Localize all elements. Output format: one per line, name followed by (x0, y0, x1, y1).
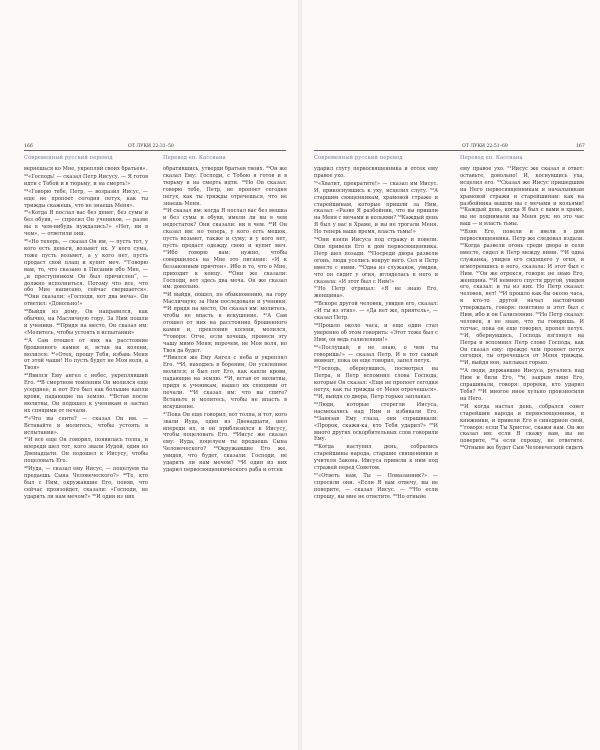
verse-paragraph: ⁴³Явился Ему ангел с небес, укреплявший Его. ⁴⁴В смертном томлении Он молился еще усерднее, и пот Его был как большие капли крови, падающие на землю. ⁴⁵Встав после молитвы, Он подошел к ученикам и застал их спящими от печали. (24, 373, 148, 414)
modern-paragraphs-left (24, 166, 148, 501)
kassian-paragraphs-left (163, 166, 287, 474)
verse-paragraph: ⁴³Явился же Ему Ангел с неба и укреплял Его. ⁴⁴И, находясь в борении, Он усиленнее молился; и был пот Его, как капли крови, падающие на землю. ⁴⁵И, встав от молитвы, придя к ученикам, нашел их спящими от печали. ⁴⁶И сказал им: что вы спите? Встаньте и молитесь, чтобы не впасть в искушение. (163, 355, 287, 410)
verse-paragraph: ⁵⁴Они взяли Иисуса под стражу и повели. Они привели Его в дом первосвященника. Петр шел позади. ⁵⁵Посреди двора развели огонь, люди уселись вокруг него. Сел и Петр вместе с ними. ⁵⁶Одна из служанок, увидев, что он сидит у огня, вгляделась в него и сказала: «И этот был с Ним!» (314, 237, 438, 285)
verse-paragraph: ³⁴«Говорю тебе, Петр, — возразил Иисус, — еще не пропоет сегодня петух, как ты трижды скажешь, что не знаешь Меня». (24, 188, 148, 209)
verse-paragraph: ⁴¹А Сам отошел от них на расстояние брошенного камня и, встав на колени, молился: ⁴²«Отец, прошу Тебя, избавь Меня от этой чаши! Но пусть будет не Моя воля, а Твоя» (24, 337, 148, 372)
right-page (302, 0, 600, 750)
verse-paragraph: ³⁵И сказал им: когда Я послал вас без мешка и без сумы и обуви, имели ли вы в чем недостаток? Они сказали: ни в чем. ³⁶И Он сказал им: но теперь, у кого есть мешок, пусть возьмет, также и суму; и у кого нет, пусть продаст одежду свою и купит меч. ³⁷Ибо говорю вам: нужно, чтобы совершилось на Мне это писание: «И к беззаконным причтен». Ибо и то, что о Мне, приходит к концу. ³⁸Они же сказали: Господи, вот здесь два меча. Он же сказал им: довольно. (163, 208, 287, 291)
running-head-left: ОТ ЛУКИ 22:31–50 (128, 144, 174, 149)
column-title-kassian-right: Перевод еп. Кассиана (460, 155, 523, 161)
verse-paragraph: ³⁶«Но теперь, — сказал Он им, — пусть тот, у кого есть деньги, возьмет их. У кого сума, тоже пусть возьмет, а у кого нет, пусть продаст свой плащ и купит меч. ³⁷Говорю вам, то, что сказано в Писании обо Мне, — „и преступником Он был причислен“, — должно исполниться. Потому что все, что обо Мне написано, сейчас свершается». ³⁸Они сказали: «Господи, вот два меча». Он ответил: «Довольно!» (24, 239, 148, 308)
verse-paragraph: обратившись, утверди братьев твоих. ³³Он же сказал Ему: Господи, с Тобою я готов и в тюрьму и на смерть идти. ³⁴Но Он сказал: говорю тебе, Петр, не пропоет сегодня петух, как ты трижды отречешься, что не знаешь Меня. (163, 166, 287, 207)
column-title-modern-left: Современный русский перевод (24, 155, 113, 161)
verse-paragraph: ⁶¹Господь, обернувшись, посмотрел на Петра, и Петр вспомнил слова Господа, которые Он сказал: «Еще не пропоет сегодня петух, как ты трижды от Меня отречешься». ⁶²И, выйдя со двора, Петр горько заплакал. (314, 366, 438, 400)
column-title-kassian-left: Перевод еп. Кассиана (163, 155, 226, 161)
verse-paragraph: ⁶³Люди, которые стерегли Иисуса, насмехались над Ним и избивали Его. ⁶⁴Завязав Ему глаза, они спрашивали: «Пророк, скажи-ка, кто Тебя ударил?» ⁶⁵И много других оскорбительных слов говорили Ему. (314, 401, 438, 443)
verse-paragraph: ⁶⁶И когда настал день, собрался совет старейшин народа и первосвященники, и книжники, и привели Его в синедрион свой, ⁶⁷говоря: если Ты Христос, скажи нам. Он же сказал им: если Я скажу вам, вы не поверите, ⁶⁸а если спрошу, не ответите. ⁶⁹Отныне же будет Сын Человеческий сидеть (460, 403, 584, 452)
verse-paragraph: ⁵¹«Хватит, прекратите!» — сказал им Иисус. И, прикоснувшись к уху, исцелил слугу. ⁵²А старшим священникам, храмовой страже и старейшинам, которые пришли за Ним, сказал: «Разве Я разбойник, что вы пришли на Меня с мечами и кольями? ⁵³Каждый день Я был у вас в Храме, и вы не трогали Меня. Но теперь ваше время, власть тьмы!» (314, 180, 438, 236)
kassian-paragraphs-right (460, 166, 584, 452)
verse-paragraph: ³⁹Выйдя из дому, Он направился, как обычно, на Масличную гору. За Ним пошли и ученики. ⁴⁰Придя на место, Он сказал им: «Молитесь, чтобы устоять в испытании» (24, 309, 148, 336)
modern-translation-column-right (314, 166, 438, 736)
verse-paragraph: ⁴⁷Пока Он еще говорил, вот толпа, и тот, кого звали Иуда, один из Двенадцати, шел впереди их, и он приблизился к Иисусу, чтобы поцеловать Его. ⁴⁸Иисус же сказал ему: Иуда, поцелуем ты предаешь Сына Человеческого? ⁴⁹Окружавшие Его же, увидев, что будет, сказали: Господи, не ударить ли нам мечом? ⁵⁰И один из них ударил первосвященнического раба и отсек (163, 411, 287, 473)
verse-paragraph: ⁵⁸Вскоре другой человек, увидев его, сказал: «И ты из этих». — «Да нет же, приятель», — сказал Петр. (314, 301, 438, 322)
verse-paragraph: ³³«Господь! — сказал Петр Иисусу. — Я готов идти с Тобой и в тюрьму, и на смерть!» (24, 173, 148, 187)
running-head-right: ОТ ЛУКИ 22:51–69 (462, 144, 508, 149)
modern-paragraphs-right (314, 166, 438, 501)
verse-paragraph: ³⁹И выйдя, пошел, по обыкновению, на гору Масличную; за Ним последовали и ученики. ⁴⁰И придя на место, Он сказал им: молитесь, чтобы не впасть в искушение. ⁴¹А Сам отошел от них на расстояние брошенного камня и, преклонив колени, молился, ⁴²говоря: Отче, если хочешь, пронеси эту чашу мимо Меня; впрочем, не Моя воля, но Твоя да будет. (163, 292, 287, 354)
verse-paragraph: ⁴⁷И все еще Он говорил, появилась толпа, и впереди шел тот, кого звали Иудой, один из Двенадцати. Он подошел к Иисусу, чтобы поцеловать Его. (24, 437, 148, 465)
kassian-translation-column-right (460, 166, 584, 736)
verse-paragraph: ⁴⁶«Что вы спите? — сказал Он им. — Вставайте и молитесь, чтобы устоять в испытании». (24, 415, 148, 436)
header-rule-left (24, 150, 286, 151)
verse-paragraph: ⁶⁷«Ответь нам, Ты — Помазанник?» — спросили они. «Если Я вам отвечу, вы не поверите, — сказал Иисус. — ⁶⁸Но если спрошу, вы мне не ответите. ⁶⁹Но отныне (314, 472, 438, 500)
verse-paragraph: ⁶⁰«Послушай, я не знаю, о чем ты говоришь!» — сказал Петр. И в тот самый момент, пока он еще говорил, запел петух. (314, 344, 438, 365)
verse-paragraph: ударил слугу первосвященника и отсек ему правое ухо. (314, 166, 438, 179)
modern-translation-column-left (24, 166, 148, 736)
verse-paragraph: ⁵⁷Но Петр отрицал: «Я не знаю Его, женщина». (314, 286, 438, 300)
verse-paragraph: ему правое ухо. ⁵¹Иисус же сказал в ответ: оставьте, довольно! И, коснувшись уха, исцелил его. ⁵²Сказал же Иисус пришедшим на Него первосвященникам и начальникам храмовой стражи и старейшинам: как на разбойника вышли вы с мечами и кольями! ⁵³Каждый день, когда Я был с вами в храме, вы не поднимали на Меня рук; но это час ваш — и власть тьмы. (460, 166, 584, 228)
page-number-left: 166 (24, 144, 33, 149)
verse-paragraph: ⁶³А люди, державшие Иисуса, ругались над Ним и били Его, ⁶⁴и, закрыв лицо Его, спрашивали, говоря: прореки, кто ударил Тебя? ⁶⁵И многое иное хульно произносили на Него. (460, 368, 584, 402)
page-number-right: 167 (576, 144, 585, 149)
left-page (0, 0, 298, 750)
verse-paragraph: вернешься ко Мне, укрепляй своих братьев». (24, 166, 148, 172)
verse-paragraph: ⁶⁶Когда наступил день, собрались старейшины народа, старшие священники и учителя Закона. Иисуса привели к ним под стражей перед Советом. (314, 444, 438, 472)
verse-paragraph: ⁴⁸Иуда, — сказал ему Иисус, — поцелуем ты предаешь Сына Человеческого?» ⁴⁹Те, кто был с Ним, окружавшие Его, поняв, что сейчас произойдет, сказали: «Господи, не ударить ли нам мечом?» ⁵⁰И один из них (24, 466, 148, 500)
column-title-modern-right: Современный русский перевод (314, 155, 403, 161)
verse-paragraph: ⁵⁴Взяв Его, повели и ввели в дом первосвященника. Петр же следовал издали. ⁵⁵Когда развели огонь среди двора и сели вместе, сидел и Петр между ними. ⁵⁶И одна служанка, увидев его сидящего у огня, и всмотревшись в него, сказала: И этот был с Ним. ⁵⁷Он же отрекся, говоря: не знаю Его, женщина. ⁵⁸И немного спустя другой, увидев его, сказал: и ты из них. Но Петр сказал: человек, нет! ⁵⁹И прошло как бы около часа, и кто-то другой начал настойчиво утверждать, говоря: поистине и этот был с Ним, ибо и он Галилеянин. ⁶⁰Но Петр сказал: человек, я не знаю, что ты говоришь. И тотчас, пока он еще говорил, пропел петух. ⁶¹И, обернувшись, Господь взглянул на Петра и вспомнил Петр слово Господа, как Он сказал ему: прежде чем пропоет петух сегодня, ты отречешься от Меня трижды. ⁶²И, выйдя вон, заплакал горько. (460, 229, 584, 367)
verse-paragraph: ⁵⁹Прошло около часа, и еще один стал уверенно об этом говорить: «Этот тоже был с Ним, он ведь галилеянин!» (314, 322, 438, 343)
header-rule-right (314, 150, 584, 151)
verse-paragraph: ³⁵«Когда Я послал вас без денег, без сумы и без обуви, — спросил Он учеников, — разве вы в чем-нибудь нуждались?» «Нет, ни в чем», — ответили они. (24, 210, 148, 238)
kassian-translation-column-left (163, 166, 287, 736)
